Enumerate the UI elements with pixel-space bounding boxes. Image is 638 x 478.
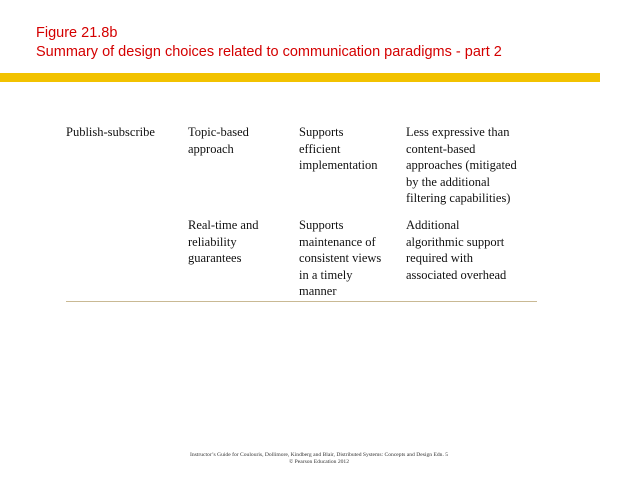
cell-line: Additional [406,218,460,232]
cell-line: filtering capabilities) [406,191,511,205]
cell-line: in a timely [299,267,353,282]
cell-line: approaches (mitigated [406,158,517,172]
cell-line: content-based [406,141,476,156]
cell-line: manner [299,284,337,298]
cell-line: Supports [299,125,344,139]
cell-line: required with [406,251,473,265]
cell-line: algorithmic support [406,234,505,249]
footer-citation: Instructor’s Guide for Coulouris, Dollimore, Kindberg and Blair, Distributed Systems: Concepts and Design Edn. 5 [189,452,449,458]
copyright-footer [0,452,638,466]
advantages-cell [299,217,381,300]
cell-line: by the additional [406,174,491,189]
footer-copyright: © Pearson Education 2012 [288,459,350,465]
advantages-cell [299,124,377,174]
table-bottom-rule [66,301,537,302]
cell-line: Real-time and [188,218,259,232]
design-choice-cell [188,217,258,267]
figure-number: Figure 21.8b [36,25,118,41]
paradigm-name: Publish-subscribe [66,125,155,139]
title-accent-bar [0,73,600,82]
cell-line: reliability [188,234,237,249]
disadvantages-cell [406,124,517,207]
cell-line: Topic-based [188,125,249,139]
cell-line: Less expressive than [406,125,510,139]
cell-line: efficient [299,141,341,156]
disadvantages-cell [406,217,506,283]
cell-line: approach [188,141,234,156]
cell-line: maintenance of [299,234,376,249]
cell-line: Supports [299,218,344,232]
cell-line: guarantees [188,251,242,265]
cell-line: associated overhead [406,267,507,282]
cell-line: implementation [299,158,378,172]
figure-caption: Summary of design choices related to communication paradigms - part 2 [36,44,502,60]
cell-line: consistent views [299,251,382,265]
slide-title [36,24,502,62]
design-choice-cell [188,124,249,157]
